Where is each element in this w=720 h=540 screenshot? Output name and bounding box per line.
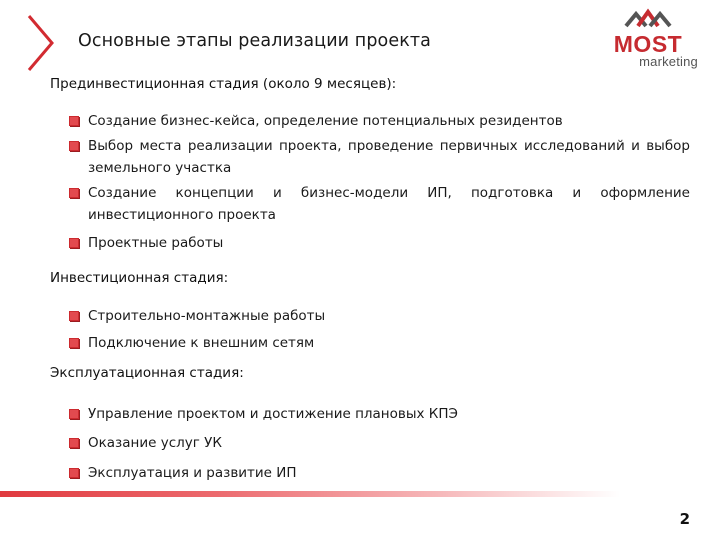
list-item: Создание концепции и бизнес-модели ИП, подготовка и оформление инвестиционного проекта: [50, 182, 690, 226]
page-title: Основные этапы реализации проекта: [78, 31, 432, 51]
list-item: Создание бизнес-кейса, определение потенциальных резидентов: [50, 110, 690, 132]
stage-heading: Прединвестиционная стадия (около 9 месяцев):: [50, 76, 397, 92]
list-item: Выбор места реализации проекта, проведение первичных исследований и выбор земельного участка: [50, 135, 690, 179]
stage-investment: [50, 269, 690, 354]
footer-gradient-bar: [0, 491, 620, 497]
stage-heading: Инвестиционная стадия:: [50, 270, 229, 286]
list-item: Проектные работы: [50, 232, 690, 254]
checkbox-bullet-icon: [69, 238, 79, 248]
checkbox-bullet-icon: [69, 188, 79, 198]
list-item: Подключение к внешним сетям: [50, 332, 690, 354]
checkbox-bullet-icon: [69, 116, 79, 126]
checkbox-bullet-icon: [69, 468, 79, 478]
chevron-icon: [26, 14, 56, 72]
logo-wordmark: MOST: [613, 31, 683, 57]
list-item: Строительно-монтажные работы: [50, 305, 690, 327]
most-marketing-logo: [598, 6, 698, 72]
list-item: Управление проектом и достижение плановых КПЭ: [50, 403, 690, 425]
checkbox-bullet-icon: [69, 311, 79, 321]
house-roofs-logo-icon: [598, 6, 698, 32]
stage-operational: [50, 364, 690, 484]
checkbox-bullet-icon: [69, 338, 79, 348]
stage-heading: Эксплуатационная стадия:: [50, 365, 244, 381]
stage-list: [50, 110, 690, 254]
checkbox-bullet-icon: [69, 409, 79, 419]
stage-list: [50, 403, 690, 484]
page-number: 2: [679, 510, 690, 528]
stage-list: [50, 305, 690, 354]
logo-subtitle: marketing: [639, 54, 698, 69]
list-item: Эксплуатация и развитие ИП: [50, 462, 690, 484]
checkbox-bullet-icon: [69, 438, 79, 448]
stage-preinvestment: [50, 75, 690, 254]
checkbox-bullet-icon: [69, 141, 79, 151]
list-item: Оказание услуг УК: [50, 432, 690, 454]
